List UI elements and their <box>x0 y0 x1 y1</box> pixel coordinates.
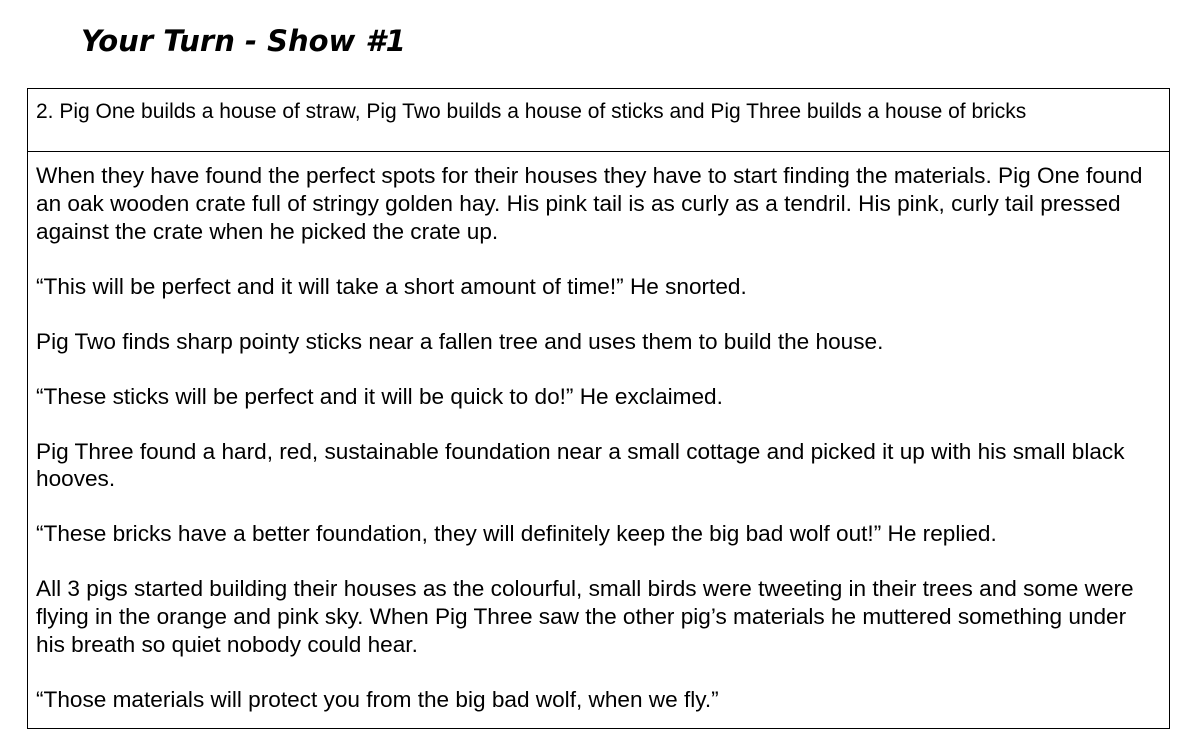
prompt-text: 2. Pig One builds a house of straw, Pig Two builds a house of sticks and Pig Three builds a house of bricks <box>28 89 1169 152</box>
story-paragraph: “This will be perfect and it will take a short amount of time!” He snorted. <box>36 273 747 299</box>
story-text <box>28 152 1169 714</box>
story-paragraph: All 3 pigs started building their houses as the colourful, small birds were tweeting in their trees and some were flying in the orange and pink sky. When Pig Three saw the other pig’s materials he muttered something under his breath so quiet nobody could hear. <box>36 576 1134 657</box>
story-paragraph: Pig Three found a hard, red, sustainable foundation near a small cottage and picked it up with his small black hooves. <box>36 438 1125 492</box>
story-table <box>27 88 1170 729</box>
story-paragraph: When they have found the perfect spots for their houses they have to start finding the materials. Pig One found an oak wooden crate full of stringy golden hay. His pink tail is as curly as a tendril. His pink, curly tail pressed against the crate when he picked the crate up. <box>36 163 1143 244</box>
story-paragraph: “Those materials will protect you from the big bad wolf, when we fly.” <box>36 686 719 712</box>
page-title: Your Turn - Show #1 <box>81 24 406 58</box>
story-paragraph: “These bricks have a better foundation, they will definitely keep the big bad wolf out!” He replied. <box>36 521 997 547</box>
story-paragraph: Pig Two finds sharp pointy sticks near a fallen tree and uses them to build the house. <box>36 328 884 354</box>
story-paragraph: “These sticks will be perfect and it will be quick to do!” He exclaimed. <box>36 383 723 409</box>
